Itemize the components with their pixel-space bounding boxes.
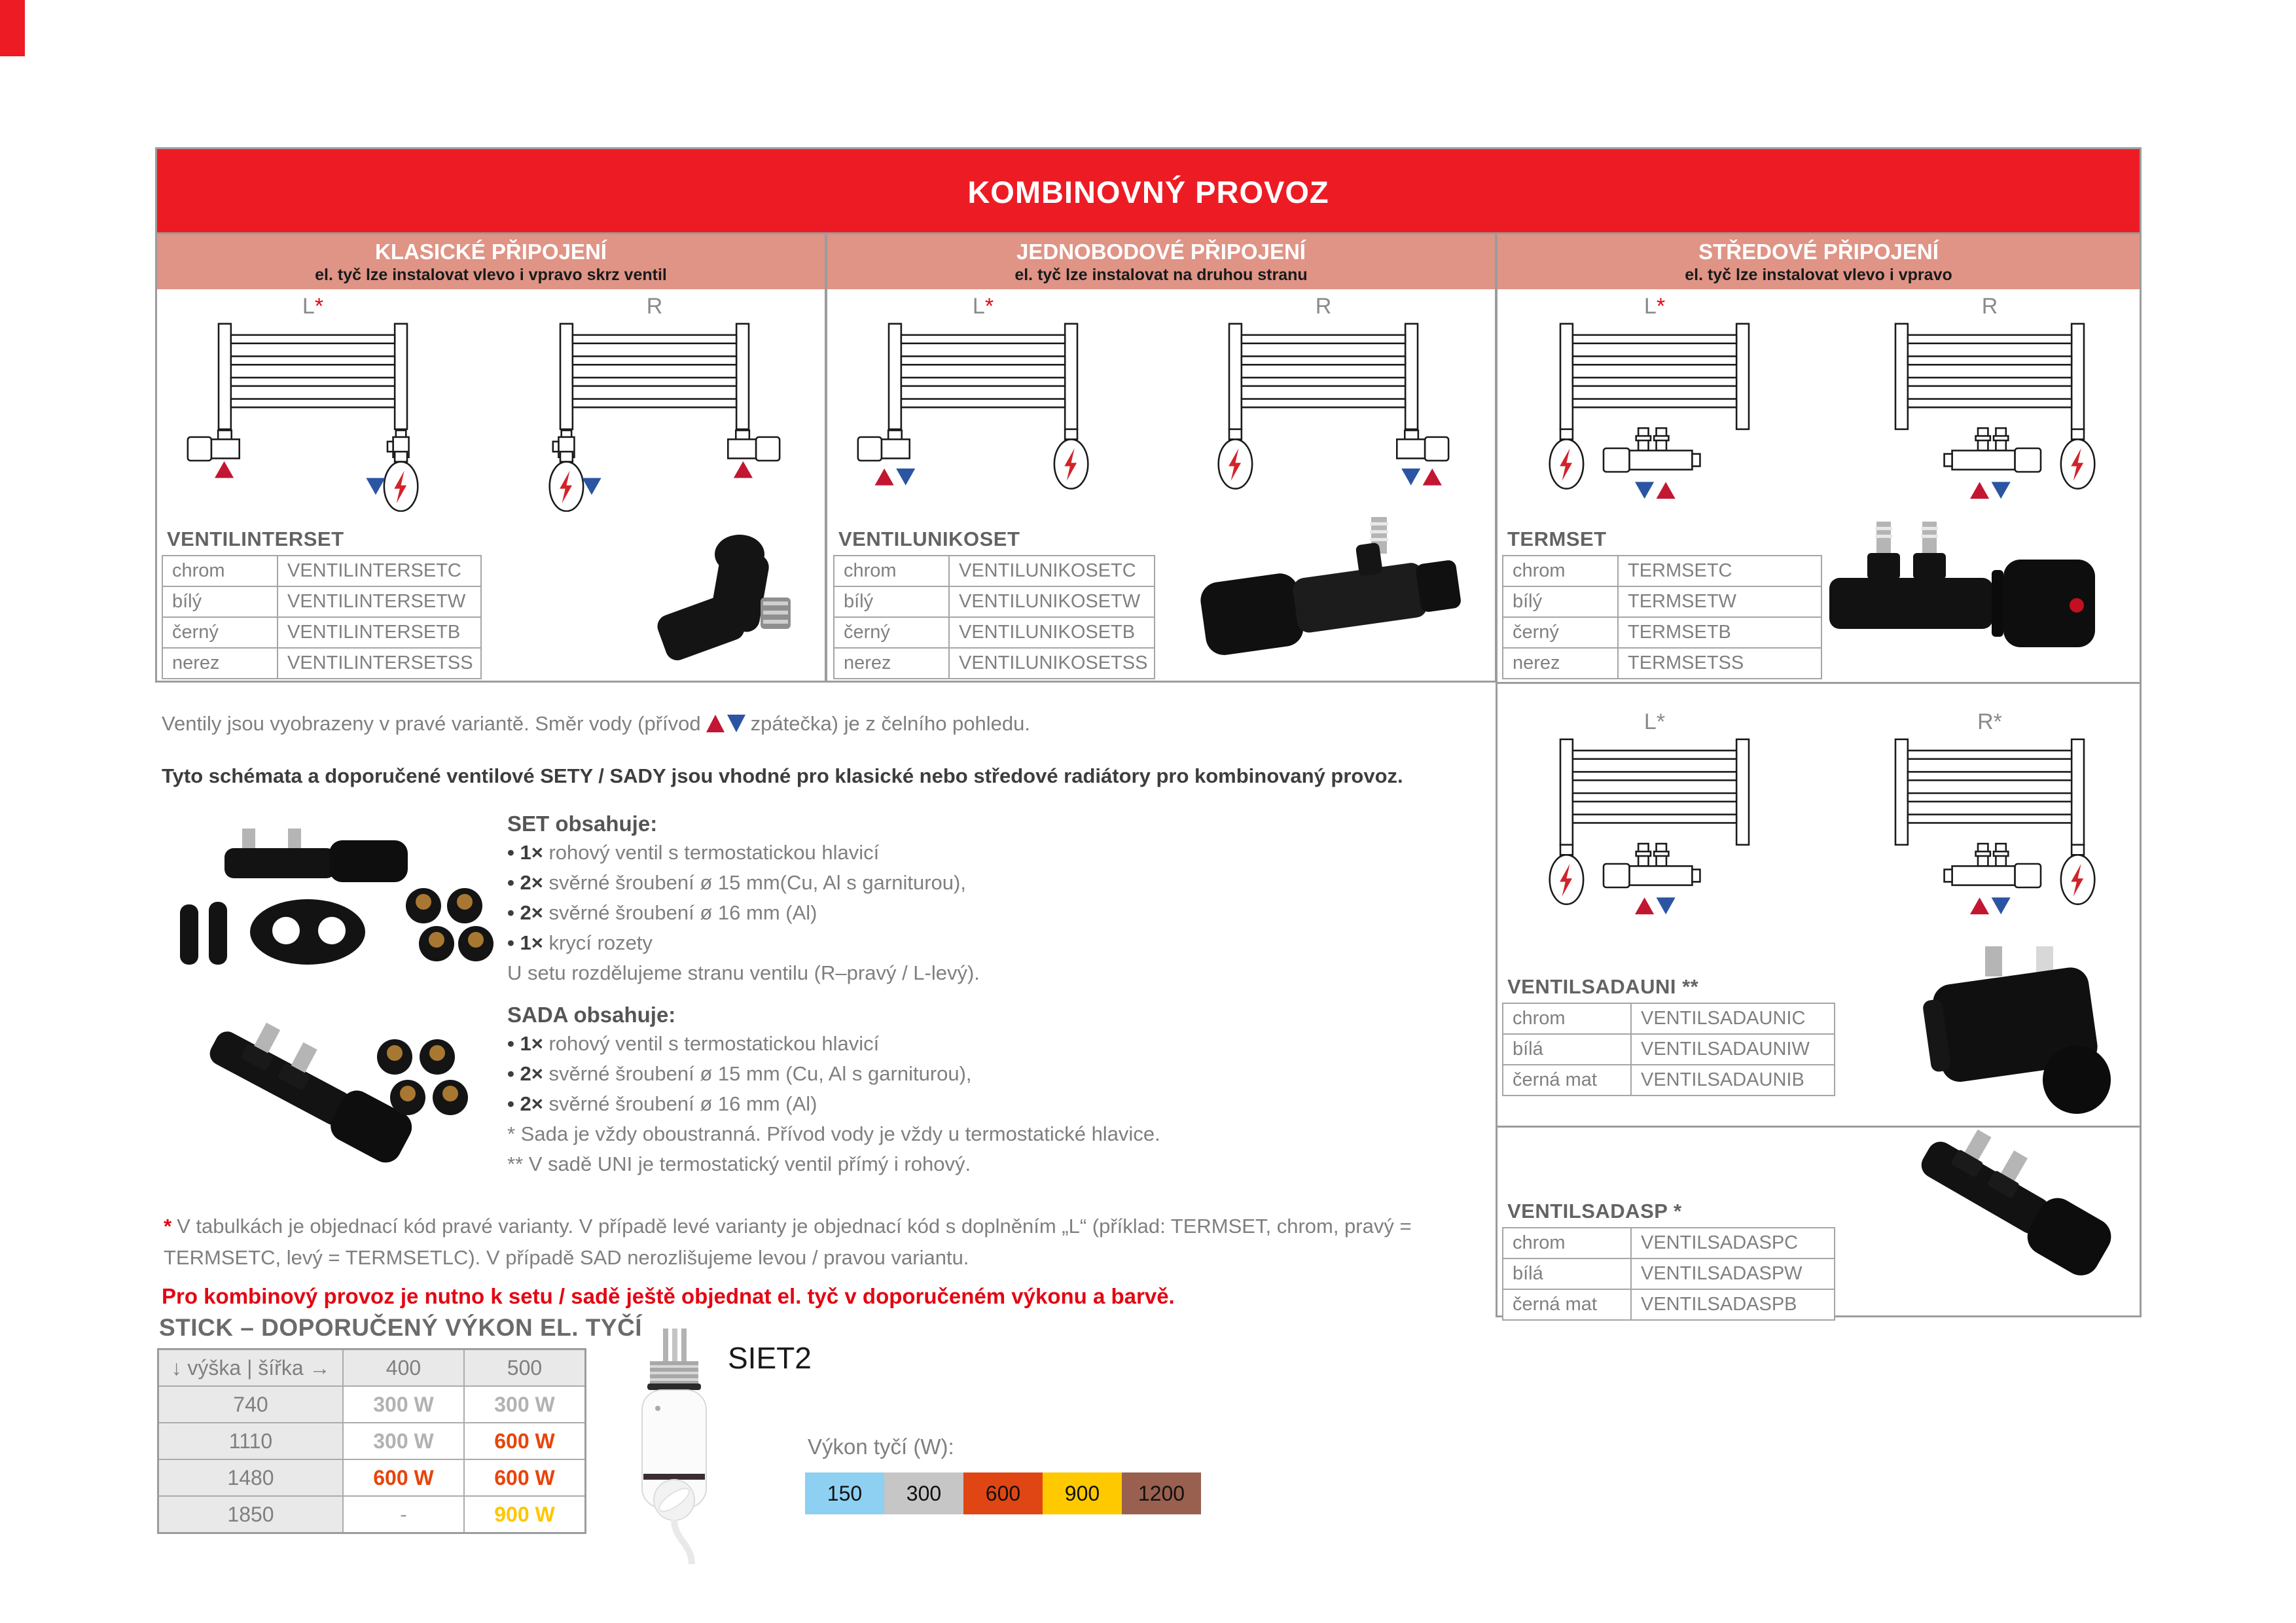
color-cell: černý <box>1503 617 1618 648</box>
table-title-ventilinterset: VENTILINTERSET <box>167 527 344 550</box>
table-row <box>1503 617 1821 648</box>
intro-bold-line: Tyto schémata a doporučené ventilové SETY / SADY jsou vhodné pro klasické nebo středové radiátory pro kombinovaný provoz. <box>162 764 1403 787</box>
table-row <box>1503 1258 1835 1289</box>
table-row <box>1503 556 1821 586</box>
set-section <box>507 810 980 988</box>
footnote-star: * <box>164 1215 172 1238</box>
color-cell: černý <box>834 617 949 648</box>
diagram-central-left-wrap <box>1517 294 1792 512</box>
table-title-ventilunikoset: VENTILUNIKOSET <box>838 527 1020 550</box>
code-cell: VENTILUNIKOSETW <box>949 586 1155 617</box>
ventilinterset-table <box>162 555 482 679</box>
diagram-central2-right-wrap <box>1852 710 2127 927</box>
diagram-central-right-wrap <box>1852 294 2127 512</box>
stick-value-cell: 300 W <box>343 1423 464 1459</box>
sada-heading: SADA obsahuje: <box>507 1003 676 1027</box>
color-cell: chrom <box>1503 1003 1631 1034</box>
color-cell: bílý <box>1503 586 1618 617</box>
code-cell: VENTILINTERSETB <box>278 617 481 648</box>
radiator-diagram <box>1517 734 1792 927</box>
diagram-label: L* <box>302 294 324 319</box>
ventilunikoset-table <box>833 555 1155 679</box>
column-subtitle: el. tyč lze instalovat na druhou stranu <box>1014 266 1308 284</box>
stick-height-cell: 1480 <box>158 1459 344 1496</box>
stick-row <box>158 1459 586 1496</box>
stick-row <box>158 1496 586 1533</box>
table-title-termset: TERMSET <box>1507 527 1607 550</box>
power-swatch-150: 150 <box>805 1472 884 1514</box>
page-corner-mark <box>0 0 25 56</box>
radiator-diagram <box>1186 318 1461 512</box>
color-cell: chrom <box>1503 1228 1631 1258</box>
code-cell: VENTILINTERSETW <box>278 586 481 617</box>
stick-value-cell: 600 W <box>464 1423 586 1459</box>
ventilinterset-product-photo <box>641 520 805 677</box>
radiator-diagram <box>1517 318 1792 512</box>
order-code-footnote: * V tabulkách je objednací kód pravé varianty. V případě levé varianty je objednací kód s doplněním „L“ (příklad: TERMSET, chrom, pravý = TERMSETC, levý = TERMSETLC). V případě SAD nerozlišujeme levou / pravou variantu. <box>164 1215 1412 1269</box>
diagram-label: L* <box>972 294 994 319</box>
column-classic-header <box>157 234 825 291</box>
table-row <box>1503 1034 1835 1065</box>
ventilsadasp-table <box>1502 1227 1835 1321</box>
stick-value-cell: 900 W <box>464 1496 586 1533</box>
set-heading: SET obsahuje: <box>507 812 658 836</box>
column-central-divider-1 <box>1496 682 2142 684</box>
stick-height-cell: 1850 <box>158 1496 344 1533</box>
termset-product-photo <box>1816 507 2130 671</box>
code-cell: VENTILUNIKOSETC <box>949 556 1155 586</box>
column-subtitle: el. tyč lze instalovat vlevo i vpravo <box>1685 266 1952 284</box>
stick-row <box>158 1386 586 1423</box>
table-row <box>1503 648 1821 679</box>
color-cell: bílý <box>834 586 949 617</box>
table-title-ventilsadauni: VENTILSADAUNI ** <box>1507 975 1699 998</box>
siet2-label: SIET2 <box>728 1341 812 1375</box>
color-cell: nerez <box>834 648 949 679</box>
code-cell: VENTILINTERSETC <box>278 556 481 586</box>
supply-up-arrow-icon <box>706 715 725 732</box>
color-cell: chrom <box>1503 556 1618 586</box>
code-cell: VENTILUNIKOSETSS <box>949 648 1155 679</box>
set-footer: U setu rozdělujeme stranu ventilu (R–pravý / L-levý). <box>507 961 980 984</box>
code-cell: TERMSETC <box>1618 556 1821 586</box>
page-header <box>155 147 2142 234</box>
stick-height-cell: 1110 <box>158 1423 344 1459</box>
table-title-ventilsadasp: VENTILSADASP * <box>1507 1200 1682 1222</box>
diagram-label: R <box>1981 294 1998 319</box>
diagram-classic-right-wrap <box>517 294 792 512</box>
stick-value-cell: 300 W <box>343 1386 464 1423</box>
code-cell: VENTILSADASPC <box>1631 1228 1835 1258</box>
power-swatch-600: 600 <box>963 1472 1043 1514</box>
diagram-classic-left-wrap <box>175 294 450 512</box>
table-row <box>834 617 1155 648</box>
combined-operation-warning: Pro kombinový provoz je nutno k setu / sadě ještě objednat el. tyč v doporučeném výkonu a barvě. <box>162 1284 1175 1308</box>
sada-note-2: ** V sadě UNI je termostatický ventil přímý i rohový. <box>507 1152 971 1175</box>
stick-row <box>158 1423 586 1459</box>
stick-width-header: 500 <box>464 1349 586 1387</box>
set-item: • 1× krycí rozety <box>507 928 980 958</box>
color-cell: nerez <box>162 648 278 679</box>
page-title: KOMBINOVNÝ PROVOZ <box>967 174 1329 209</box>
code-cell: VENTILINTERSETSS <box>278 648 481 679</box>
table-row <box>1503 586 1821 617</box>
table-row <box>162 648 481 679</box>
radiator-diagram <box>846 318 1121 512</box>
color-cell: chrom <box>162 556 278 586</box>
code-cell: VENTILSADASPB <box>1631 1289 1835 1320</box>
set-product-photo <box>167 819 494 983</box>
code-cell: TERMSETW <box>1618 586 1821 617</box>
radiator-diagram <box>1852 318 2127 512</box>
radiator-diagram <box>1852 734 2127 927</box>
stick-value-cell: 300 W <box>464 1386 586 1423</box>
color-cell: černý <box>162 617 278 648</box>
sada-item: • 2× svěrné šroubení ø 15 mm (Cu, Al s garniturou), <box>507 1059 1160 1089</box>
stick-power-table <box>157 1348 586 1534</box>
color-cell: bílá <box>1503 1034 1631 1065</box>
code-cell: TERMSETB <box>1618 617 1821 648</box>
color-cell: nerez <box>1503 648 1618 679</box>
set-item: • 2× svěrné šroubení ø 16 mm (Al) <box>507 898 980 928</box>
diagram-label: R <box>1315 294 1332 319</box>
stick-value-cell: 600 W <box>343 1459 464 1496</box>
table-row <box>1503 1003 1835 1034</box>
column-title: JEDNOBODOVÉ PŘIPOJENÍ <box>1016 240 1306 264</box>
ventilsadauni-table <box>1502 1003 1835 1096</box>
ventilunikoset-product-photo <box>1175 510 1482 668</box>
column-subtitle: el. tyč lze instalovat vlevo i vpravo skrz ventil <box>315 266 667 284</box>
table-row <box>834 556 1155 586</box>
sada-item: • 2× svěrné šroubení ø 16 mm (Al) <box>507 1089 1160 1119</box>
sada-item: • 1× rohový ventil s termostatickou hlavicí <box>507 1029 1160 1059</box>
table-row <box>834 648 1155 679</box>
table-row <box>162 586 481 617</box>
power-legend <box>805 1472 1201 1514</box>
diagram-single-right-wrap <box>1186 294 1461 512</box>
column-title: STŘEDOVÉ PŘIPOJENÍ <box>1698 240 1939 264</box>
set-item: • 2× svěrné šroubení ø 15 mm(Cu, Al s garniturou), <box>507 868 980 898</box>
stick-value-cell: 600 W <box>464 1459 586 1496</box>
power-swatch-900: 900 <box>1043 1472 1122 1514</box>
table-row <box>1503 1065 1835 1096</box>
stick-value-cell: - <box>343 1496 464 1533</box>
diagram-single-left-wrap <box>846 294 1121 512</box>
diagram-label: L* <box>1643 709 1666 734</box>
return-down-arrow-icon <box>727 715 745 732</box>
siet2-product-photo <box>612 1329 736 1564</box>
power-swatch-300: 300 <box>884 1472 963 1514</box>
sada-product-photo <box>173 1018 488 1181</box>
color-cell: černá mat <box>1503 1065 1631 1096</box>
table-row <box>162 617 481 648</box>
code-cell: VENTILSADAUNIB <box>1631 1065 1835 1096</box>
code-cell: VENTILSADAUNIW <box>1631 1034 1835 1065</box>
code-cell: TERMSETSS <box>1618 648 1821 679</box>
column-single-point-header <box>827 234 1495 291</box>
diagram-label: L* <box>1643 294 1666 319</box>
column-title: KLASICKÉ PŘIPOJENÍ <box>375 240 607 264</box>
power-legend-label: Výkon tyčí (W): <box>808 1435 954 1459</box>
code-cell: VENTILUNIKOSETB <box>949 617 1155 648</box>
color-cell: chrom <box>834 556 949 586</box>
stick-header-row <box>158 1349 586 1387</box>
code-cell: VENTILSADAUNIC <box>1631 1003 1835 1034</box>
diagram-central2-left-wrap <box>1517 710 1792 927</box>
termset-table <box>1502 555 1822 679</box>
intro-line: Ventily jsou vyobrazeny v pravé variantě. Směr vody (přívod zpátečka) je z čelního pohledu. <box>162 712 1030 735</box>
color-cell: bílý <box>162 586 278 617</box>
stick-corner-cell: ↓ výška | šířka → <box>158 1349 344 1387</box>
color-cell: černá mat <box>1503 1289 1631 1320</box>
table-row <box>1503 1228 1835 1258</box>
diagram-label: R <box>646 294 663 319</box>
stick-heading: STICK – DOPORUČENÝ VÝKON EL. TYČÍ <box>159 1314 643 1341</box>
ventilsadasp-product-photo <box>1892 1109 2127 1306</box>
sada-note-1: * Sada je vždy oboustranná. Přívod vody je vždy u termostatické hlavice. <box>507 1122 1160 1145</box>
table-row <box>834 586 1155 617</box>
table-row <box>162 556 481 586</box>
sada-section <box>507 1001 1160 1179</box>
code-cell: VENTILSADASPW <box>1631 1258 1835 1289</box>
radiator-diagram <box>175 318 450 512</box>
stick-width-header: 400 <box>343 1349 464 1387</box>
power-swatch-1200: 1200 <box>1122 1472 1201 1514</box>
ventilsadauni-product-photo <box>1914 942 2124 1116</box>
set-item: • 1× rohový ventil s termostatickou hlavicí <box>507 838 980 868</box>
table-row <box>1503 1289 1835 1320</box>
diagram-label: R* <box>1977 709 2002 734</box>
column-central-header <box>1498 234 2140 291</box>
stick-height-cell: 740 <box>158 1386 344 1423</box>
radiator-diagram <box>517 318 792 512</box>
color-cell: bílá <box>1503 1258 1631 1289</box>
